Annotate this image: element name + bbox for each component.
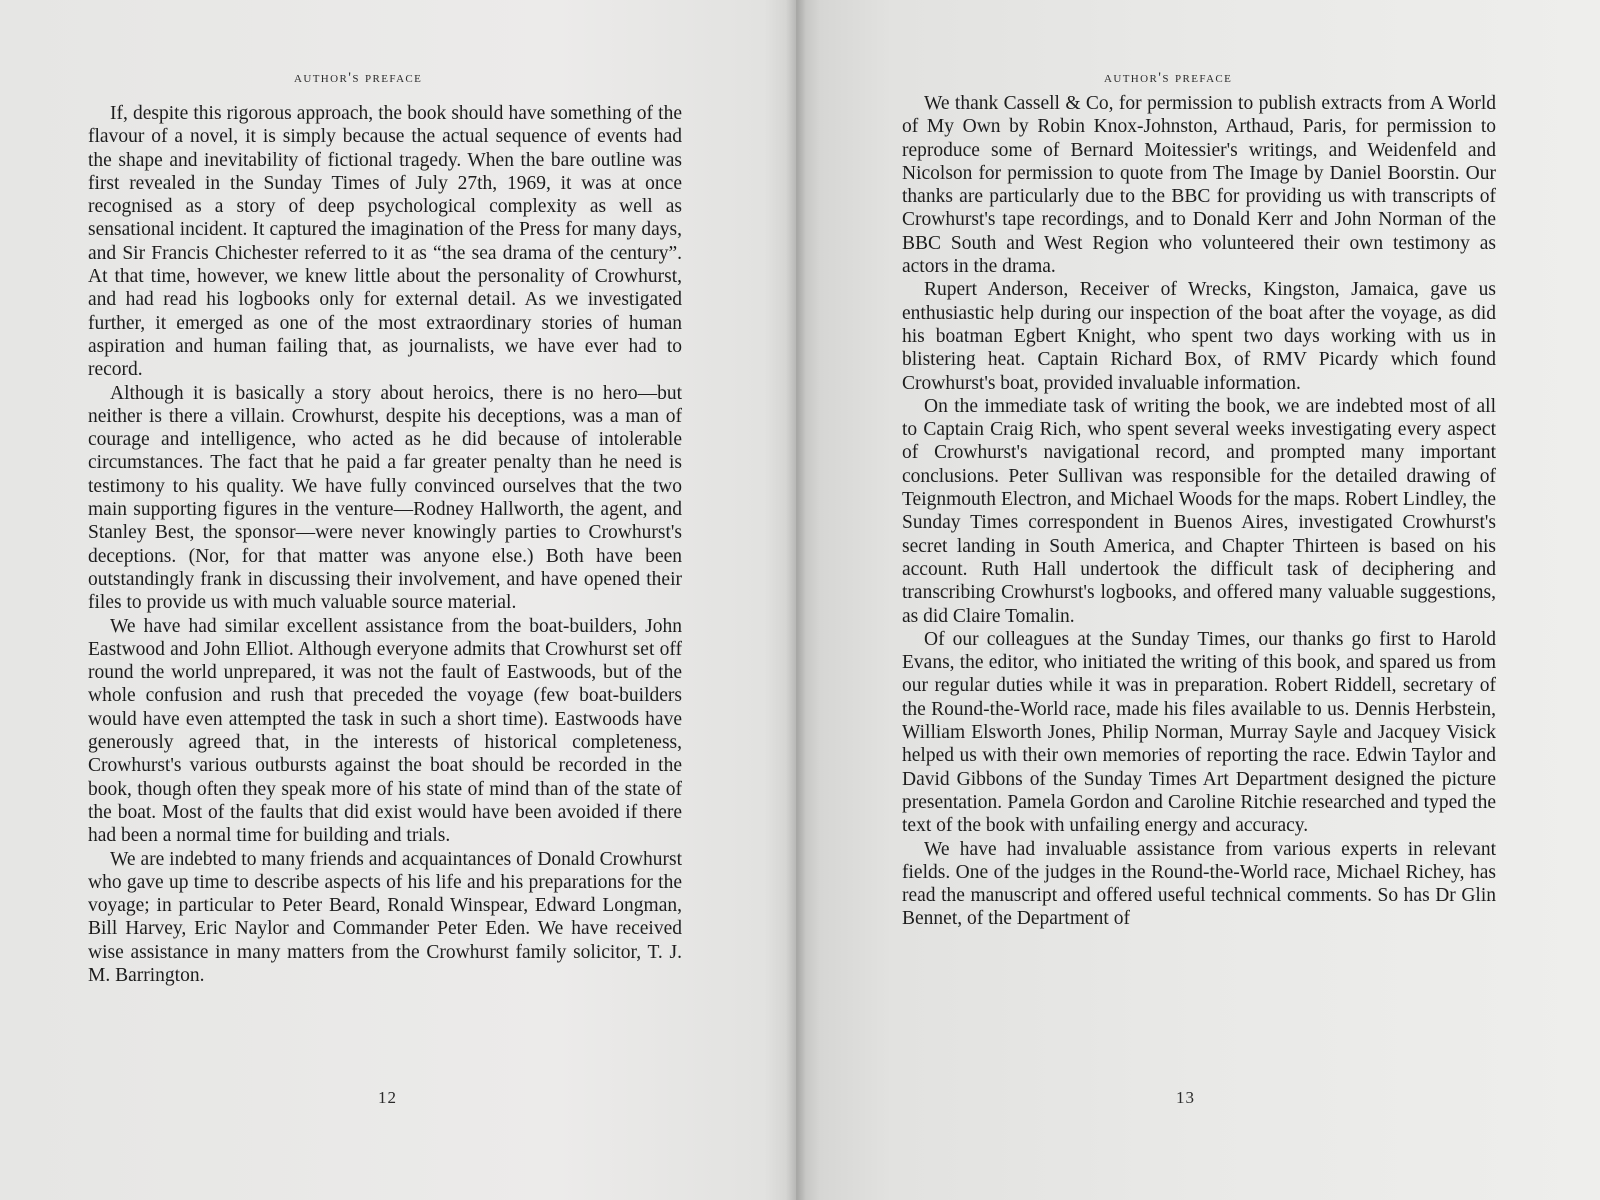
book-gutter [786,0,806,1200]
paragraph: Rupert Anderson, Receiver of Wrecks, Kingston, Jamaica, gave us enthusiastic help during our inspection of the boat after the voyage, as did his boatman Egbert Knight, who spent two days working with us in blistering heat. Captain Richard Box, of RMV Picardy which found Crowhurst's boat, provided invaluable information. [902,279,1496,394]
paragraph: We have had invaluable assistance from various experts in relevant fields. One of the judges in the Round-the-World race, Michael Richey, has read the manuscript and offered useful technical comments. So has Dr Glin Bennet, of the Department of [902,838,1496,930]
paragraph: We thank Cassell & Co, for permission to publish extracts from A World of My Own by Robin Knox-Johnston, Arthaud, Paris, for permission to reproduce some of Bernard Moitessier's writings, and Weidenfeld and Nicolson for permission to quote from The Image by Daniel Boorstin. Our thanks are particularly due to the BBC for providing us with transcripts of Crowhurst's tape recordings, and to Donald Kerr and John Norman of the BBC South and West Region who volunteered their own testimony as actors in the drama. [902,93,1496,278]
paragraph: Of our colleagues at the Sunday Times, our thanks go first to Harold Evans, the editor, who initiated the writing of this book, and spared us from our regular duties while it was in preparation. Robert Riddell, secretary of the Round-the-World race, made his files available to us. Dennis Herbstein, William Elsworth Jones, Philip Norman, Murray Sayle and Jacquey Visick helped us with their own memories of reporting the race. Edwin Taylor and David Gibbons of the Sunday Times Art Department designed the picture presentation. Pamela Gordon and Caroline Ritchie researched and typed the text of the book with unfailing energy and accuracy. [902,628,1496,837]
paragraph: We are indebted to many friends and acquaintances of Donald Crowhurst who gave up time to describe aspects of his life and his preparations for the voyage; in particular to Peter Beard, Ronald Winspear, Edward Longman, Bill Harvey, Eric Naylor and Commander Peter Eden. We have received wise assistance in many matters from the Crowhurst family solicitor, T. J. M. Barrington. [88,848,682,986]
paragraph: Although it is basically a story about heroics, there is no hero—but neither is there a villain. Crowhurst, despite his deceptions, was a man of courage and intelligence, who acted as he did because of intolerable circumstances. The fact that he paid a far greater penalty than he need is testimony to his quality. We have fully convinced ourselves that the two main supporting figures in the venture—Rodney Hallworth, the agent, and Stanley Best, the sponsor—were never knowingly parties to Crowhurst's deceptions. (Nor, for that matter was anyone else.) Both have been outstandingly frank in discussing their involvement, and have opened their files to provide us with much valuable source material. [88,382,682,614]
running-head: author's preface [1104,70,1233,86]
page-number: 12 [378,1088,397,1107]
page-number: 13 [1176,1088,1195,1107]
left-page [0,0,796,1200]
body-text [902,92,1496,931]
running-head: author's preface [294,70,423,86]
paragraph: If, despite this rigorous approach, the book should have something of the flavour of a novel, it is simply because the actual sequence of events had the shape and inevitability of fictional tragedy. When the bare outline was first revealed in the Sunday Times of July 27th, 1969, it was at once recognised as a story of deep psychological complexity as well as sensational incident. It captured the imagination of the Press for many days, and Sir Francis Chichester referred to it as “the sea drama of the century”. At that time, however, we knew little about the personality of Crowhurst, and had read his logbooks only for external detail. As we investigated further, it emerged as one of the most extraordinary stories of human aspiration and human failing that, as journalists, we have ever had to record. [88,103,682,381]
paragraph: We have had similar excellent assistance from the boat-builders, John Eastwood and John Elliot. Although everyone admits that Crowhurst set off round the world unprepared, it was not the fault of Eastwoods, but of the whole confusion and rush that preceded the voyage (few boat-builders would have even attempted the task in such a short time). Eastwoods have generously agreed that, in the interests of historical completeness, Crowhurst's various outbursts against the boat should be recorded in the book, though often they speak more of his state of mind than of the state of the boat. Most of the faults that did exist would have been avoided if there had been a normal time for building and trials. [88,615,682,847]
body-text [88,102,682,987]
paragraph: On the immediate task of writing the book, we are indebted most of all to Captain Craig Rich, who spent several weeks investigating every aspect of Crowhurst's navigational record, and prompted many important conclusions. Peter Sullivan was responsible for the detailed drawing of Teignmouth Electron, and Michael Woods for the maps. Robert Lindley, the Sunday Times correspondent in Buenos Aires, investigated Crowhurst's secret landing in South America, and Chapter Thirteen is based on his account. Ruth Hall undertook the difficult task of deciphering and transcribing Crowhurst's logbooks, and offered many valuable suggestions, as did Claire Tomalin. [902,395,1496,627]
right-page [796,0,1600,1200]
